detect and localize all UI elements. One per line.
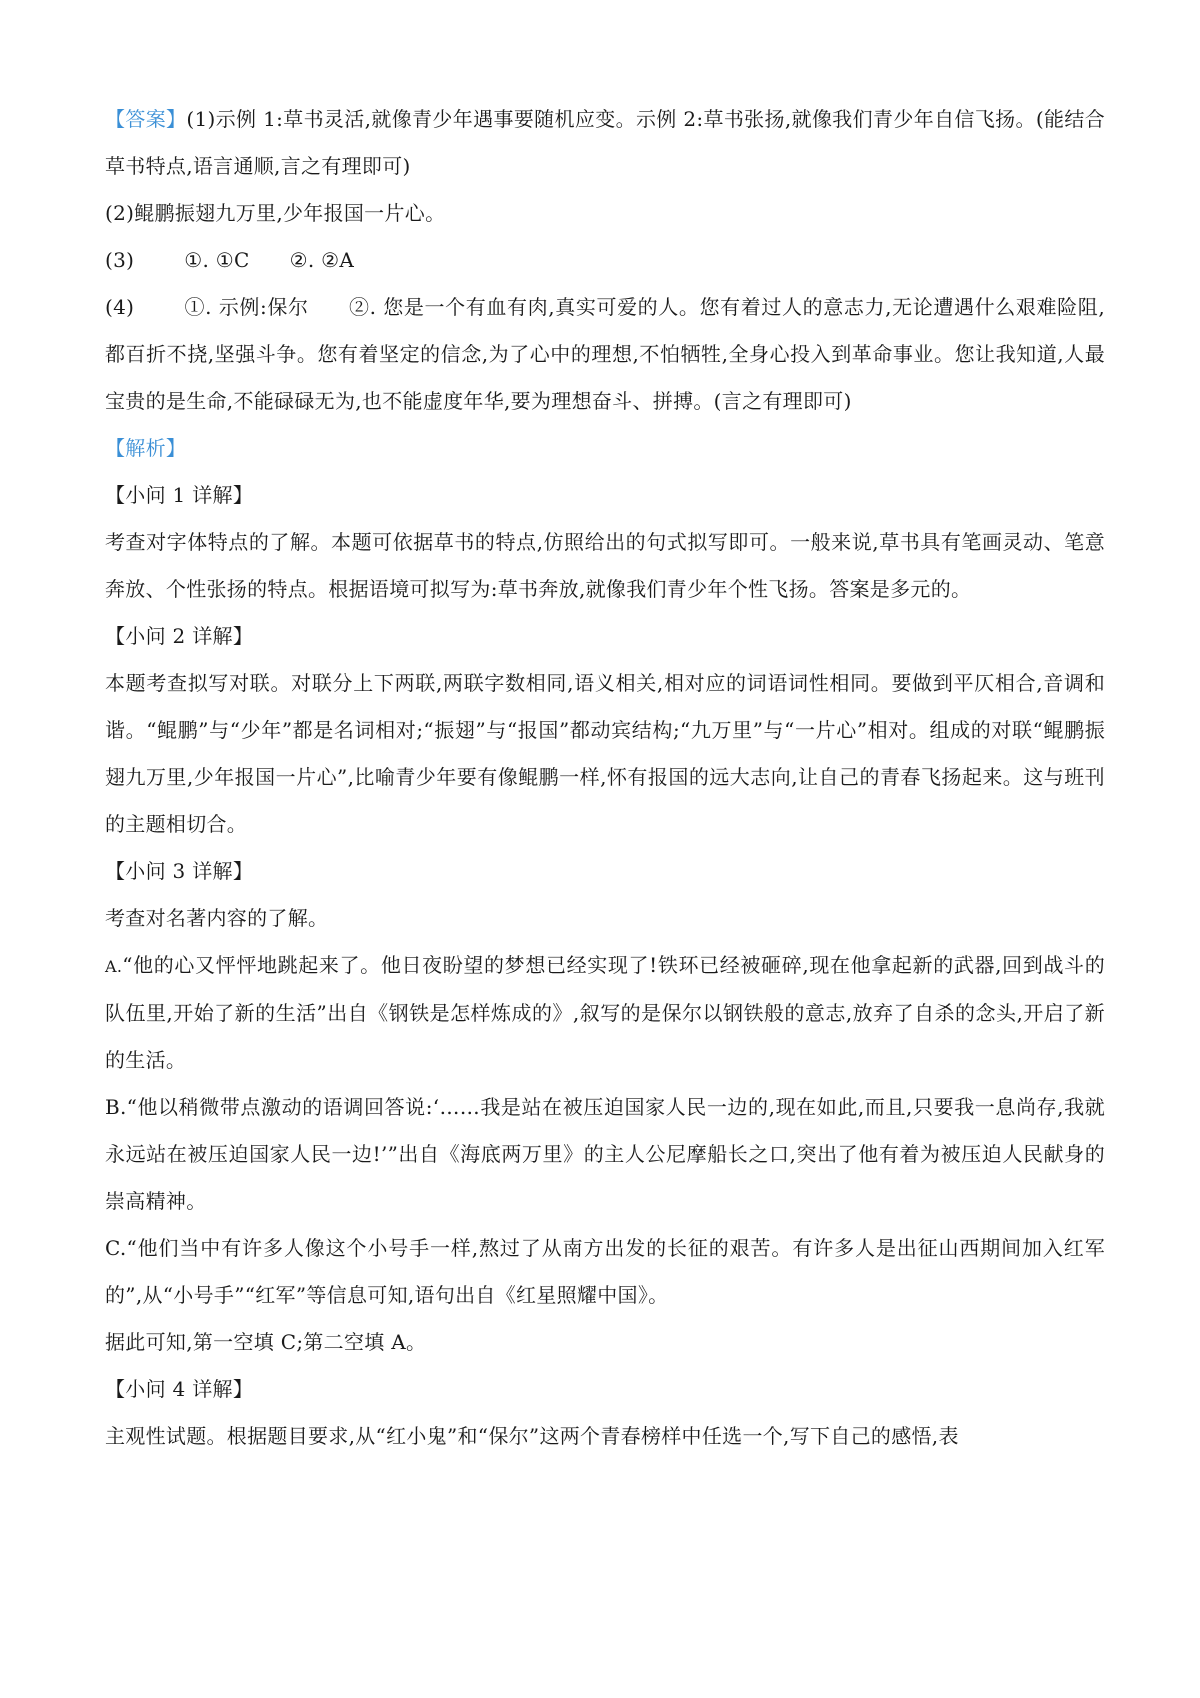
sub3-option-c: C.“他们当中有许多人像这个小号手一样,熬过了从南方出发的长征的艰苦。有许多人是出征山西期间加入红军的”,从“小号手”“红军”等信息可知,语句出自《红星照耀中国》。 (105, 1236, 1105, 1307)
sub1-title: 【小问 1 详解】 (105, 483, 254, 507)
sub3-option-a (105, 942, 1105, 1084)
sub3-intro: 考查对名著内容的了解。 (105, 906, 329, 930)
answer-q4 (105, 284, 1105, 425)
answer-q1 (105, 96, 1105, 190)
answer-q2: (2)鲲鹏振翅九万里,少年报国一片心。 (105, 201, 446, 225)
analysis-label: 【解析】 (105, 436, 187, 460)
answer-q4-option-b: ②. 您是一个有血有肉,真实可爱的人。您有着过人的意志力,无论遭遇什么艰难险阻,都百折不挠,坚强斗争。您有着坚定的信念,为了心中的理想,不怕牺牲,全身心投入到革命事业。您让我知道,人最宝贵的是生命,不能碌碌无为,也不能虚度年华,要为理想奋斗、拼搏。(言之有理即可) (105, 295, 1105, 413)
sub3-option-a-label: A. (105, 957, 123, 976)
sub4-text: 主观性试题。根据题目要求,从“红小鬼”和“保尔”这两个青春榜样中任选一个,写下自己的感悟,表 (105, 1424, 959, 1448)
sub3-option-b: B.“他以稍微带点激动的语调回答说:‘……我是站在被压迫国家人民一边的,现在如此,而且,只要我一息尚存,我就永远站在被压迫国家人民一边!’”出自《海底两万里》的主人公尼摩船长之口,突出了他有着为被压迫人民献身的崇高精神。 (105, 1095, 1105, 1213)
sub2-title: 【小问 2 详解】 (105, 624, 254, 648)
answer-label: 【答案】 (105, 107, 187, 131)
answer-q4-prefix: (4) (105, 295, 135, 319)
document-page (105, 96, 1105, 1460)
answer-q3 (105, 237, 1105, 284)
sub4-title: 【小问 4 详解】 (105, 1377, 254, 1401)
answer-q3-prefix: (3) (105, 248, 135, 272)
sub3-conclusion: 据此可知,第一空填 C;第二空填 A。 (105, 1330, 427, 1354)
sub3-option-a-text: “他的心又怦怦地跳起来了。他日夜盼望的梦想已经实现了!铁环已经被砸碎,现在他拿起新的武器,回到战斗的队伍里,开始了新的生活”出自《钢铁是怎样炼成的》,叙写的是保尔以钢铁般的意志,放弃了自杀的念头,开启了新的生活。 (105, 953, 1105, 1072)
answer-q3-option-a: ①. ①C (184, 248, 250, 272)
answer-q4-option-a: ①. 示例:保尔 (184, 295, 309, 319)
sub3-title: 【小问 3 详解】 (105, 859, 254, 883)
sub2-text: 本题考查拟写对联。对联分上下两联,两联字数相同,语义相关,相对应的词语词性相同。要做到平仄相合,音调和谐。“鲲鹏”与“少年”都是名词相对;“振翅”与“报国”都动宾结构;“九万里”与“一片心”相对。组成的对联“鲲鹏振翅九万里,少年报国一片心”,比喻青少年要有像鲲鹏一样,怀有报国的远大志向,让自己的青春飞扬起来。这与班刊的主题相切合。 (105, 671, 1105, 836)
answer-q3-option-b: ②. ②A (289, 248, 355, 272)
sub1-text: 考查对字体特点的了解。本题可依据草书的特点,仿照给出的句式拟写即可。一般来说,草书具有笔画灵动、笔意奔放、个性张扬的特点。根据语境可拟写为:草书奔放,就像我们青少年个性飞扬。答案是多元的。 (105, 530, 1105, 601)
answer-q1-text: (1)示例 1:草书灵活,就像青少年遇事要随机应变。示例 2:草书张扬,就像我们青少年自信飞扬。(能结合草书特点,语言通顺,言之有理即可) (105, 107, 1105, 178)
